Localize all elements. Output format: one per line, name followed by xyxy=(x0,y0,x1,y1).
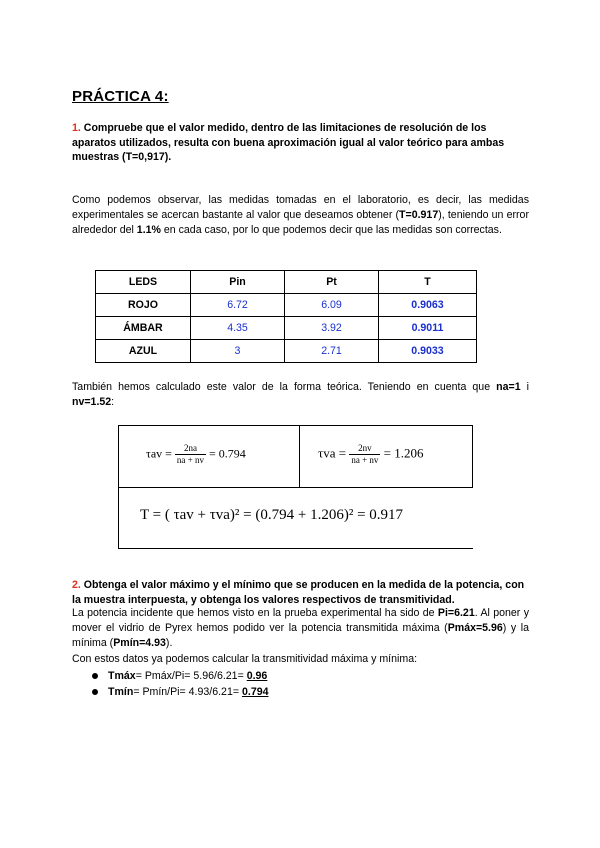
bullet-expression: = Pmín/Pi= 4.93/6.21= xyxy=(133,686,242,698)
p3-text-a: La potencia incidente que hemos visto en la prueba experimental ha sido de xyxy=(72,607,438,619)
p3-value-pmin: Pmín=4.93 xyxy=(113,637,166,649)
question-2-number: 2. xyxy=(72,579,81,591)
bullet-icon xyxy=(92,673,98,679)
formula-1-numerator: 2na xyxy=(175,443,206,455)
question-1-text: Compruebe que el valor medido, dentro de las limitaciones de resolución de los aparatos utilizados, resulta con buena aproximación igual al valor teórico para ambas muestras (T=0,917). xyxy=(72,122,505,163)
bullet-result: 0.96 xyxy=(246,670,268,682)
cell-pt: 3.92 xyxy=(285,317,379,340)
table-row xyxy=(96,294,477,317)
p2-value-nv: nv=1.52 xyxy=(72,396,112,408)
question-2-text: Obtenga el valor máximo y el mínimo que se producen en la medida de la potencia, con la muestra interpuesta, y obtenga los valores respectivos de transmitividad. xyxy=(72,579,525,606)
formula-2-denominator: na + nv xyxy=(351,455,379,465)
p1-text-e: en cada caso, por lo que podemos decir que las medidas son correctas. xyxy=(160,224,502,236)
bullet-result: 0.794 xyxy=(241,686,269,698)
cell-led: AZUL xyxy=(96,340,191,363)
formula-tau-va xyxy=(318,443,424,466)
formula-1-lhs: τav = xyxy=(146,446,172,461)
p3-value-pi: Pi=6.21 xyxy=(437,607,475,619)
cell-led: ROJO xyxy=(96,294,191,317)
bullet-icon xyxy=(92,689,98,695)
p2-text-e: : xyxy=(111,396,115,408)
cell-pin: 3 xyxy=(191,340,285,363)
formula-2-rhs: = 1.206 xyxy=(383,445,424,461)
formula-2-numerator: 2nv xyxy=(349,443,380,455)
p2-text-c: i xyxy=(520,381,529,393)
header-pt: Pt xyxy=(285,271,379,294)
paragraph-1 xyxy=(72,193,529,238)
paragraph-4: Con estos datos ya podemos calcular la transmitividad máxima y mínima: xyxy=(72,653,418,665)
question-1-number: 1. xyxy=(72,122,81,134)
formula-1-fraction xyxy=(175,443,206,466)
formula-box-divider xyxy=(299,425,300,487)
header-pin: Pin xyxy=(191,271,285,294)
cell-led: ÁMBAR xyxy=(96,317,191,340)
question-2 xyxy=(72,578,534,607)
formula-transmittance: T = ( τav + τva)² = (0.794 + 1.206)² = 0.917 xyxy=(140,507,404,523)
cell-t: 0.9033 xyxy=(379,340,477,363)
table-row xyxy=(96,317,477,340)
table-header-row xyxy=(96,271,477,294)
formula-tau-av xyxy=(146,443,246,466)
formula-2-fraction xyxy=(349,443,380,466)
cell-t: 0.9011 xyxy=(379,317,477,340)
p1-value-t: T=0.917 xyxy=(399,209,439,221)
p3-text-e: ) y la mínima ( xyxy=(72,622,529,649)
p1-value-error: 1.1% xyxy=(136,224,161,236)
cell-t: 0.9063 xyxy=(379,294,477,317)
list-item xyxy=(92,668,269,684)
results-list xyxy=(92,668,269,700)
header-leds: LEDS xyxy=(96,271,191,294)
p3-text-c: . Al poner y mover el vidrio de Pyrex hemos podido ver la potencia transmitida máxima ( xyxy=(72,607,529,634)
formula-2-lhs: τva = xyxy=(318,445,347,461)
question-1 xyxy=(72,121,532,165)
paragraph-2 xyxy=(72,380,529,410)
measurements-table xyxy=(95,270,477,363)
paragraph-3 xyxy=(72,606,529,651)
list-item xyxy=(92,684,269,700)
formula-1-rhs: = 0.794 xyxy=(209,446,246,461)
bullet-expression: = Pmáx/Pi= 5.96/6.21= xyxy=(135,670,247,682)
p1-text-c: ), teniendo un error alrededor del xyxy=(72,209,529,236)
cell-pt: 2.71 xyxy=(285,340,379,363)
cell-pin: 6.72 xyxy=(191,294,285,317)
formula-1-denominator: na + nv xyxy=(176,455,204,465)
p3-value-pmax: Pmáx=5.96 xyxy=(447,622,503,634)
page-title: PRÁCTICA 4: xyxy=(72,88,169,105)
table-row xyxy=(96,340,477,363)
p2-text-a: También hemos calculado este valor de la forma teórica. Teniendo en cuenta que xyxy=(72,381,497,393)
p3-text-g: ). xyxy=(165,637,173,649)
p2-value-na: na=1 xyxy=(496,381,521,393)
formula-box xyxy=(118,425,473,549)
p1-text-a: Como podemos observar, las medidas tomadas en el laboratorio, es decir, las medidas experimentales se acercan bastante al valor que deseamos obtener ( xyxy=(72,194,529,221)
cell-pin: 4.35 xyxy=(191,317,285,340)
header-t: T xyxy=(379,271,477,294)
cell-pt: 6.09 xyxy=(285,294,379,317)
bullet-label: Tmín xyxy=(108,686,134,698)
bullet-label: Tmáx xyxy=(108,670,136,682)
